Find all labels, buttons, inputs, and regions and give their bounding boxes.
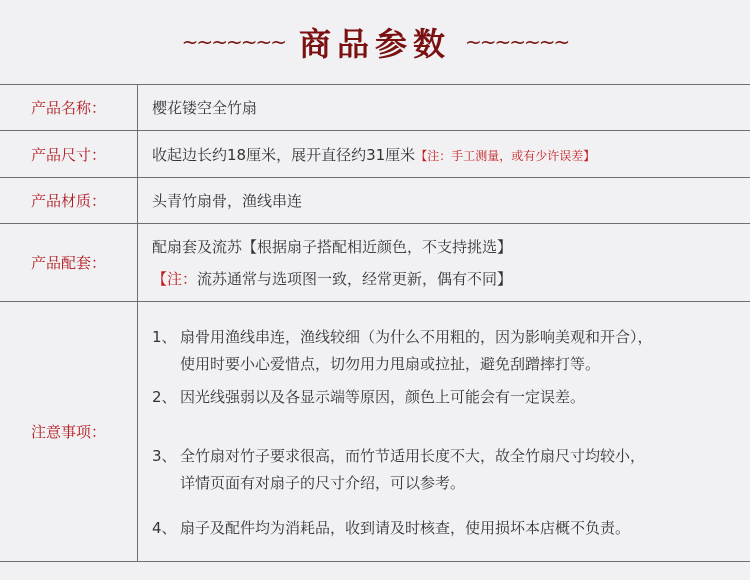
item-number: 2、 (152, 388, 177, 406)
table-row-size (0, 130, 750, 177)
item-text-continued: 详情页面有对扇子的尺寸介绍，可以参考。 (180, 474, 466, 492)
accessories-value: 配扇套及流苏【根据扇子搭配相近颜色，不支持挑选】 (152, 237, 513, 256)
table-row-material (0, 177, 750, 223)
item-number: 3、 (152, 447, 177, 465)
list-item (152, 443, 750, 497)
row-label: 产品配套： (0, 224, 138, 301)
item-text: 全竹扇对竹子要求很高，而竹节适用长度不大，故全竹扇尺寸均较小， (180, 447, 646, 465)
size-value: 收起边长约18厘米，展开直径约31厘米 (152, 145, 416, 164)
table-row-name (0, 84, 750, 130)
accessories-note-text: 流苏通常与选项图一致，经常更新，偶有不同】 (197, 269, 513, 288)
list-item (152, 515, 750, 542)
table-row-accessories (0, 223, 750, 301)
left-wave-decoration: ~~~~~~~ (181, 30, 285, 54)
page-header (0, 0, 750, 84)
row-value (138, 224, 750, 301)
row-value (138, 85, 750, 130)
row-label: 产品尺寸： (0, 131, 138, 177)
item-text-continued: 使用时要小心爱惜点，切勿用力甩扇或拉扯，避免刮蹭摔打等。 (180, 355, 601, 373)
item-text: 扇骨用渔线串连，渔线较细（为什么不用粗的，因为影响美观和开合）， (180, 328, 653, 346)
size-line (152, 144, 750, 165)
row-value (138, 131, 750, 177)
product-name-value: 樱花镂空全竹扇 (152, 99, 258, 117)
table-row-notes (0, 301, 750, 562)
accessories-note-prefix: 【注： (152, 269, 198, 288)
page-title: 商品参数 (298, 25, 451, 63)
item-text: 因光线强弱以及各显示端等原因，颜色上可能会有一定误差。 (180, 388, 586, 406)
list-item (152, 324, 750, 378)
item-number: 4、 (152, 519, 177, 537)
notes-list (138, 302, 750, 561)
material-value: 头青竹扇骨，渔线串连 (152, 192, 303, 210)
list-item (152, 384, 750, 411)
row-label: 产品名称： (0, 85, 138, 130)
row-label: 注意事项： (0, 302, 138, 561)
right-wave-decoration: ~~~~~~~ (465, 30, 569, 54)
row-label: 产品材质： (0, 178, 138, 223)
row-value (138, 178, 750, 223)
item-text: 扇子及配件均为消耗品，收到请及时核查，使用损坏本店概不负责。 (180, 519, 631, 537)
size-note: 【注：手工测量，或有少许误差】 (415, 148, 596, 163)
item-number: 1、 (152, 328, 177, 346)
accessories-note-line (152, 263, 750, 295)
parameter-table (0, 84, 750, 562)
